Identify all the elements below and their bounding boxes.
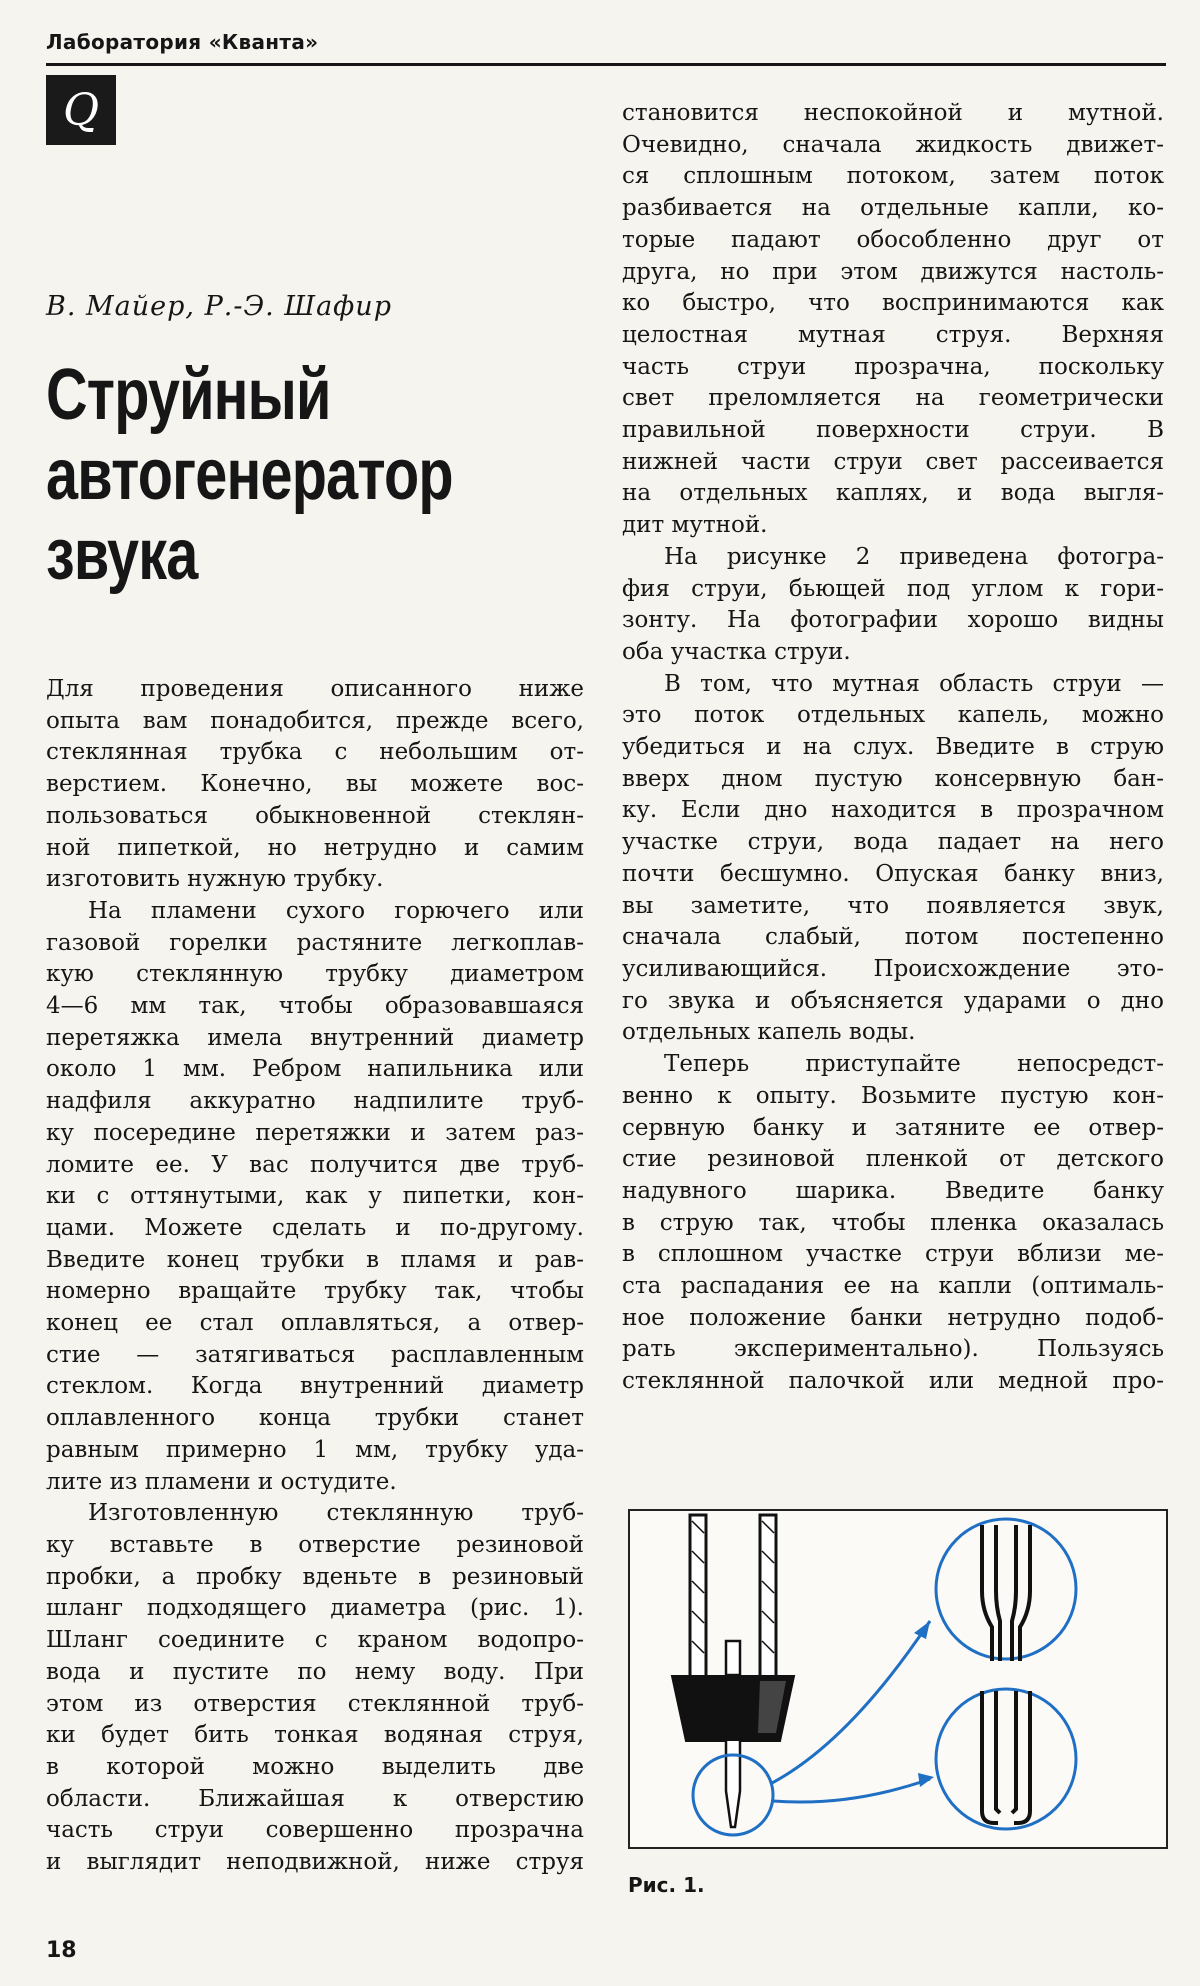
text-line: ное положение банки нетрудно подоб- [622, 1304, 1164, 1331]
text-line: ки будет бить тонкая водяная струя, [46, 1722, 584, 1749]
text-line: отдельных капель воды. [622, 1019, 916, 1046]
magnify-circle-bottom [936, 1689, 1076, 1829]
text-line: газовой горелки растяните легкоплав- [46, 929, 584, 956]
header-rule [46, 63, 1166, 66]
text-line: конец ее стал оплавляться, а отвер- [46, 1310, 584, 1337]
text-line: фия струи, бьющей под углом к гори- [622, 575, 1164, 602]
text-line: ку посередине перетяжки и затем раз- [46, 1119, 584, 1146]
text-line: цами. Можете сделать и по-другому. [46, 1214, 584, 1241]
text-line: шланг подходящего диаметра (рис. 1). [46, 1595, 584, 1622]
fused-tip-detail [982, 1691, 1030, 1823]
text-line: ку. Если дно находится в прозрачном [622, 797, 1164, 824]
figure-caption: Рис. 1. [628, 1873, 705, 1897]
text-line: почти бесшумно. Опуская банку вниз, [622, 860, 1164, 887]
text-line: 4—6 мм так, чтобы образовавшаяся [46, 993, 584, 1020]
tapered-tip-detail [982, 1525, 1030, 1661]
title-line: Струйный [46, 355, 331, 435]
text-line: Очевидно, сначала жидкость движет- [622, 131, 1164, 158]
figure-1 [628, 1509, 1168, 1849]
text-line: сервную банку и затяните ее отвер- [622, 1114, 1164, 1141]
text-line: пользоваться обыкновенной стеклян- [46, 802, 584, 829]
text-line: оплавленного конца трубки станет [46, 1405, 584, 1432]
text-line: стие резиновой пленкой от детского [622, 1146, 1164, 1173]
text-line: ки с оттянутыми, как у пипетки, кон- [46, 1183, 584, 1210]
page-number: 18 [46, 1938, 77, 1963]
text-line: стие — затягиваться расплавленным [46, 1341, 584, 1368]
text-line: надувного шарика. Введите банку [622, 1177, 1164, 1204]
text-line: зонту. На фотографии хорошо видны [622, 607, 1164, 634]
left-text-column [46, 674, 584, 1879]
text-line: изготовить нужную трубку. [46, 866, 384, 893]
text-line: номерно вращайте трубку так, чтобы [46, 1278, 584, 1305]
text-line: области. Ближайшая к отверстию [46, 1785, 584, 1812]
text-line: часть струи совершенно прозрачна [46, 1817, 584, 1844]
arrow-to-top [772, 1621, 930, 1783]
journal-logo: Q [46, 75, 116, 145]
text-line: торые падают обособленно друг от [622, 226, 1164, 253]
right-text-column [622, 98, 1164, 1398]
arrow-to-bottom [773, 1779, 930, 1802]
text-line: равным примерно 1 мм, трубку уда- [46, 1436, 584, 1463]
text-line: часть струи прозрачна, поскольку [622, 353, 1164, 380]
text-line: около 1 мм. Ребром напильника или [46, 1056, 584, 1083]
magnify-circle-top [936, 1519, 1076, 1659]
text-line: надфиля аккуратно надпилите труб- [46, 1088, 584, 1115]
section-header: Лаборатория «Кванта» [46, 30, 319, 54]
text-line: го звука и объясняется ударами о дно [622, 987, 1164, 1014]
text-line: становится неспокойной и мутной. [622, 100, 1164, 126]
text-line: этом из отверстия стеклянной труб- [46, 1690, 584, 1717]
text-line: в которой можно выделить две [46, 1753, 584, 1780]
text-line: вода и пустите по нему воду. При [46, 1658, 584, 1685]
text-line: вы заметите, что появляется звук, [622, 892, 1164, 919]
figure-1-illustration [630, 1511, 1166, 1847]
text-line: разбивается на отдельные капли, ко- [622, 195, 1164, 222]
text-line: ста распадания ее на капли (оптималь- [622, 1273, 1164, 1300]
text-line: это поток отдельных капель, можно [622, 702, 1164, 729]
text-line: нижней части струи свет рассеивается [622, 448, 1164, 475]
text-line: убедиться и на слух. Введите в струю [622, 734, 1164, 761]
text-line: участке струи, вода падает на него [622, 829, 1164, 856]
text-line: рать экспериментально). Пользуясь [622, 1336, 1164, 1363]
text-line: оба участка струи. [622, 638, 851, 665]
text-line: друга, но при этом движутся настоль- [622, 258, 1164, 285]
text-line: пробки, а пробку вденьте в резиновый [46, 1563, 584, 1590]
title-line: автогенератор [46, 435, 453, 515]
text-line: Для проведения описанного ниже [46, 676, 584, 702]
text-line: в сплошном участке струи вблизи ме- [622, 1241, 1164, 1268]
text-line: стеклянной палочкой или медной про- [622, 1368, 1164, 1395]
text-line: стеклом. Когда внутренний диаметр [46, 1373, 584, 1400]
text-line: верстием. Конечно, вы можете вос- [46, 771, 584, 798]
text-line: свет преломляется на геометрически [622, 385, 1164, 412]
text-line: на отдельных каплях, и вода выгля- [622, 480, 1164, 507]
text-line: опыта вам понадобится, прежде всего, [46, 707, 584, 734]
text-line: кую стеклянную трубку диаметром [46, 961, 584, 988]
text-line: стеклянная трубка с небольшим от- [46, 739, 584, 766]
text-line: ной пипеткой, но нетрудно и самим [46, 834, 584, 861]
text-line: Изготовленную стеклянную труб- [88, 1500, 584, 1527]
text-line: ко быстро, что воспринимаются как [622, 290, 1164, 317]
text-line: На рисунке 2 приведена фотогра- [664, 543, 1164, 570]
article-title [46, 355, 478, 595]
text-line: Шланг соедините с краном водопро- [46, 1627, 584, 1654]
text-line: вверх дном пустую консервную бан- [622, 765, 1164, 792]
text-line: перетяжка имела внутренний диаметр [46, 1024, 584, 1051]
text-line: венно к опыту. Возьмите пустую кон- [622, 1082, 1164, 1109]
text-line: целостная мутная струя. Верхняя [622, 321, 1164, 348]
text-line: дит мутной. [622, 512, 768, 539]
text-line: Введите конец трубки в пламя и рав- [46, 1246, 584, 1273]
text-line: ку вставьте в отверстие резиновой [46, 1531, 584, 1558]
text-line: ся сплошным потоком, затем поток [622, 163, 1164, 190]
text-line: и выглядит неподвижной, ниже струя [46, 1849, 584, 1876]
article-authors: В. Майер, Р.-Э. Шафир [46, 291, 392, 322]
text-line: лите из пламени и остудите. [46, 1468, 397, 1495]
text-line: ломите ее. У вас получится две труб- [46, 1151, 584, 1178]
text-line: На пламени сухого горючего или [88, 897, 584, 924]
text-line: в струю так, чтобы пленка оказалась [622, 1209, 1164, 1236]
tube-illustration [690, 1515, 776, 1681]
text-line: правильной поверхности струи. В [622, 417, 1164, 444]
title-line: звука [46, 515, 198, 595]
text-line: Теперь приступайте непосредст- [664, 1051, 1164, 1078]
text-line: В том, что мутная область струи — [664, 670, 1164, 697]
text-line: сначала слабый, потом постепенно [622, 924, 1164, 951]
text-line: усиливающийся. Происхождение это- [622, 955, 1164, 982]
